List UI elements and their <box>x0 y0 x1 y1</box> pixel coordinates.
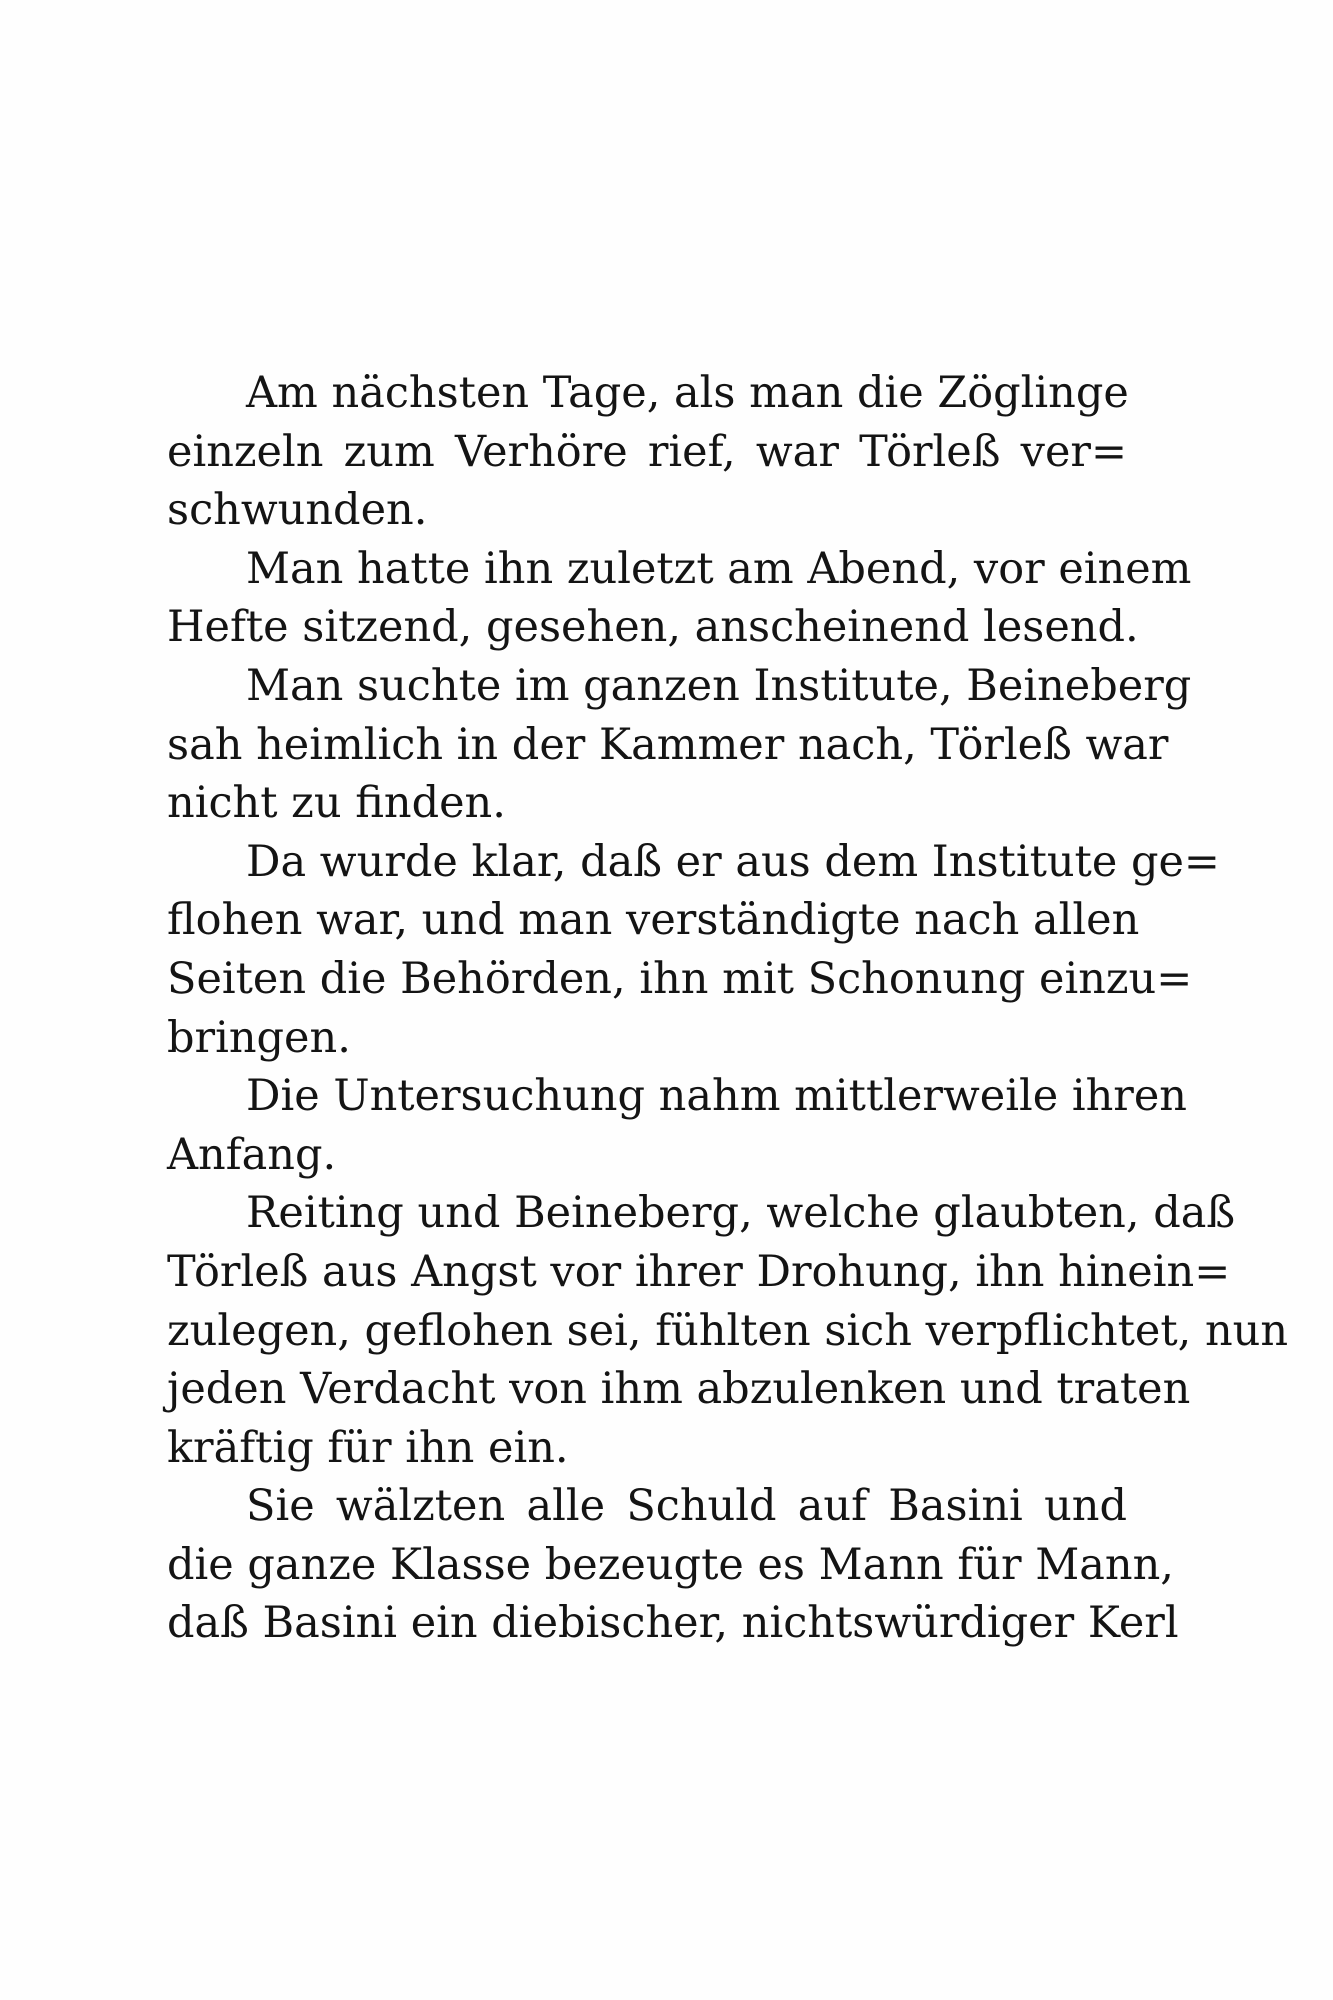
text-line: Da wurde klar, daß er aus dem Institute ge= <box>246 836 1220 887</box>
text-line: Seiten die Behörden, ihn mit Schonung einzu= <box>167 953 1193 1004</box>
text-line: einzeln zum Verhöre rief, war Törleß ver= <box>167 426 1127 477</box>
text-line: bringen. <box>167 1012 351 1063</box>
paragraph <box>167 833 1220 1067</box>
text-line: Anfang. <box>167 1129 337 1180</box>
body-text <box>167 364 1289 1653</box>
text-line: Man suchte im ganzen Institute, Beineberg <box>246 660 1192 711</box>
text-line: sah heimlich in der Kammer nach, Törleß war <box>167 719 1169 770</box>
text-line: Sie wälzten alle Schuld auf Basini und <box>246 1481 1127 1532</box>
text-line: schwunden. <box>167 485 428 536</box>
paragraph <box>167 1067 1188 1184</box>
text-line: Am nächsten Tage, als man die Zöglinge <box>246 368 1129 418</box>
paragraph <box>167 657 1192 833</box>
paragraph <box>167 1477 1179 1653</box>
text-line: flohen war, und man verständigte nach allen <box>167 895 1140 946</box>
text-line: nicht zu finden. <box>167 778 506 829</box>
paragraph <box>167 364 1127 540</box>
text-line: Man hatte ihn zuletzt am Abend, vor einem <box>246 543 1192 594</box>
text-line: jeden Verdacht von ihm abzulenken und traten <box>167 1364 1191 1415</box>
text-line: daß Basini ein diebischer, nichtswürdiger Kerl <box>167 1598 1179 1649</box>
text-line: Reiting und Beineberg, welche glaubten, daß <box>246 1188 1236 1239</box>
text-line: zulegen, geflohen sei, fühlten sich verpflichtet, nun <box>167 1305 1289 1356</box>
text-line: die ganze Klasse bezeugte es Mann für Mann, <box>167 1539 1174 1590</box>
text-line: Die Untersuchung nahm mittlerweile ihren <box>246 1071 1188 1122</box>
paragraph <box>167 1184 1289 1477</box>
paragraph <box>167 540 1192 657</box>
text-line: Hefte sitzend, gesehen, anscheinend lesend. <box>167 602 1139 653</box>
text-line: Törleß aus Angst vor ihrer Drohung, ihn hinein= <box>167 1246 1231 1297</box>
text-line: kräftig für ihn ein. <box>167 1422 569 1473</box>
